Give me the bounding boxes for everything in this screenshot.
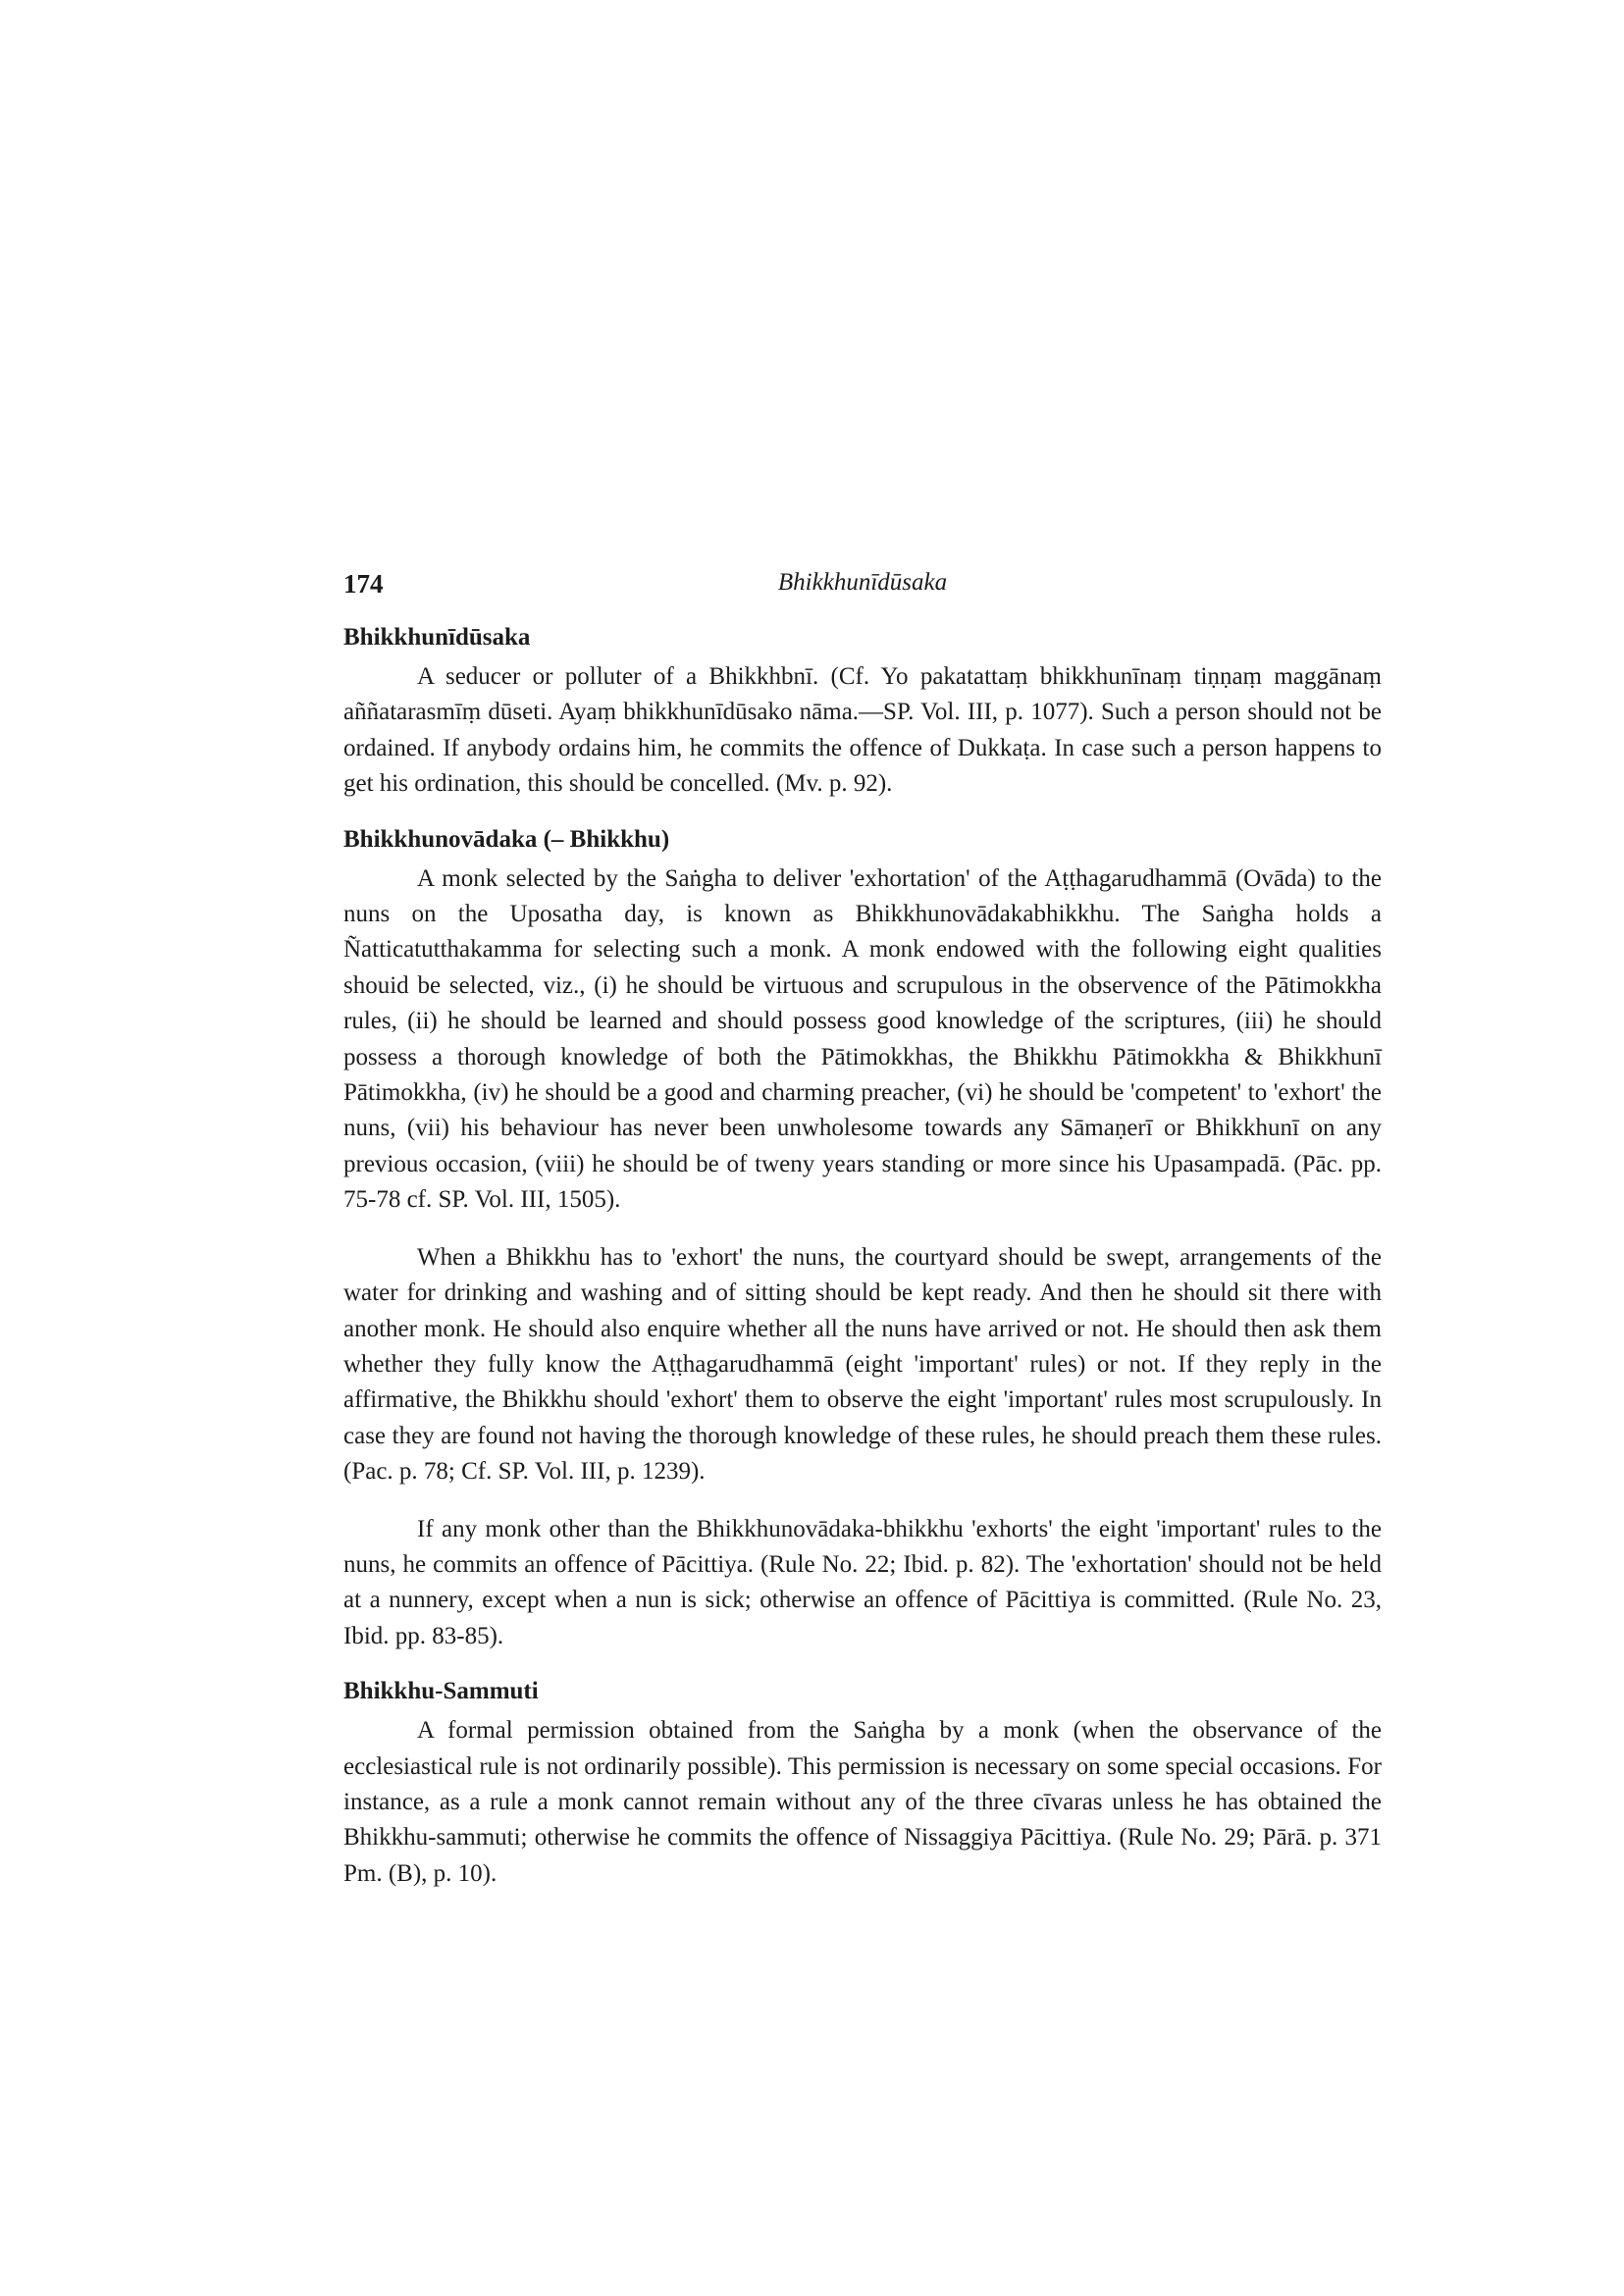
entry-paragraph: A formal permission obtained from the Saṅgha by a monk (when the observance of the ecclesiastical rule is not ordinarily possible). This permission is necessary on some special occasions. For instance, as a rule a monk cannot remain without any of the three cīvaras unless he has obtained the Bhikkhu-sammuti; otherwise he commits the offence of Nissaggiya Pācittiya. (Rule No. 29; Pārā. p. 371 Pm. (B), p. 10).: [343, 1717, 1382, 1887]
entry-heading: Bhikkhu-Sammuti: [343, 1678, 539, 1705]
book-page: [343, 569, 1382, 1892]
entry-bhikkhu-sammuti: [343, 1674, 1382, 1892]
entry-paragraph: A monk selected by the Saṅgha to deliver 'exhortation' of the Aṭṭhagarudhammā (Ovāda) to the nuns on the Uposatha day, is known as Bhikkhunovādakabhikkhu. The Saṅgha holds a Ñatticatutthakamma for selecting such a monk. A monk endowed with the following eight qualities shouid be selected, viz., (i) he should be virtuous and scrupulous in the observence of the Pātimokkha rules, (ii) he should be learned and should possess good knowledge of the scriptures, (iii) he should possess a thorough knowledge of both the Pātimokkhas, the Bhikkhu Pātimokkha & Bhikkhunī Pātimokkha, (iv) he should be a good and charming preacher, (vi) he should be 'competent' to 'exhort' the nuns, (vii) his behaviour has never been unwholesome towards any Sāmaṇerī or Bhikkhunī on any previous occasion, (viii) he should be of tweny years standing or more since his Upasampadā. (Pāc. pp. 75-78 cf. SP. Vol. III, 1505).: [343, 864, 1382, 1214]
page-header: [343, 569, 1382, 608]
running-title: Bhikkhunīdūsaka: [777, 569, 948, 596]
entry-heading: Bhikkhunovādaka (– Bhikkhu): [343, 825, 670, 853]
entry-bhikkhunovadaka: [343, 822, 1382, 1655]
entry-paragraph: When a Bhikkhu has to 'exhort' the nuns, the courtyard should be swept, arrangements of the water for drinking and washing and of sitting should be kept ready. And then he should sit there with another monk. He should also enquire whether all the nuns have arrived or not. He should then ask them whether they fully know the Aṭṭhagarudhammā (eight 'important' rules) or not. If they reply in the affirmative, the Bhikkhu should 'exhort' them to observe the eight 'important' rules most scrupulously. In case they are found not having the thorough knowledge of these rules, he should preach them these rules. (Pac. p. 78; Cf. SP. Vol. III, p. 1239).: [343, 1243, 1382, 1486]
page-number: 174: [343, 569, 384, 599]
entry-heading: Bhikkhunīdūsaka: [343, 624, 531, 651]
entry-paragraph: If any monk other than the Bhikkhunovādaka-bhikkhu 'exhorts' the eight 'important' rules to the nuns, he commits an offence of Pācittiya. (Rule No. 22; Ibid. p. 82). The 'exhortation' should not be held at a nunnery, except when a nun is sick; otherwise an offence of Pācittiya is committed. (Rule No. 23, Ibid. pp. 83-85).: [343, 1515, 1382, 1649]
entry-paragraph: A seducer or polluter of a Bhikkhbnī. (Cf. Yo pakatattaṃ bhikkhunīnaṃ tiṇṇaṃ maggānaṃ aññatarasmīṃ dūseti. Ayaṃ bhikkhunīdūsako nāma.—SP. Vol. III, p. 1077). Such a person should not be ordained. If anybody ordains him, he commits the offence of Dukkaṭa. In case such a person happens to get his ordination, this should be concelled. (Mv. p. 92).: [343, 663, 1382, 798]
entry-bhikkhunidusaka: [343, 620, 1382, 803]
